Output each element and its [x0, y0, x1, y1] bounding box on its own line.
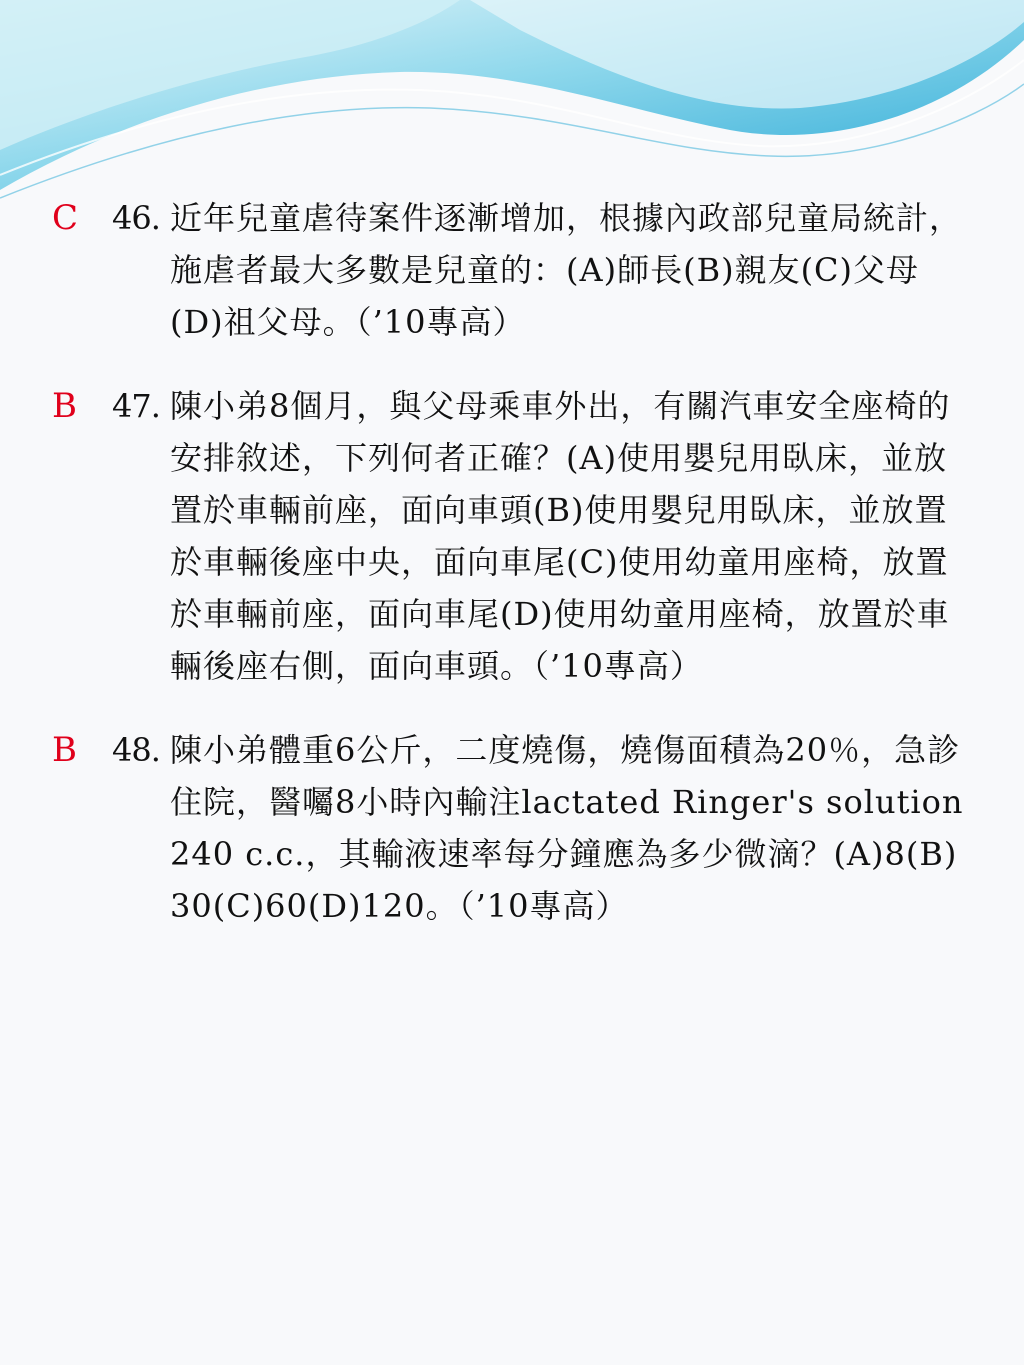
answer-key: C [52, 198, 79, 238]
question-text: 陳小弟8個月，與父母乘車外出，有關汽車安全座椅的安排敘述，下列何者正確？(A)使用嬰兒用臥床，並放置於車輛前座，面向車頭(B)使用嬰兒用臥床，並放置於車輛後座中央，面向車尾(C)使用幼童用座椅，放置於車輛前座，面向車尾(D)使用幼童用座椅，放置於車輛後座右側，面向車頭。（’10專高） [170, 387, 951, 685]
question-text: 陳小弟體重6公斤，二度燒傷，燒傷面積為20％，急診住院，醫囑8小時內輸注lactated Ringer's solution 240 c.c.，其輸液速率每分鐘應為多少微滴？(A)8(B)30(C)60(D)120。（’10專高） [170, 731, 964, 925]
question-48 [0, 724, 1024, 932]
question-number: 47. [112, 387, 160, 425]
question-text: 近年兒童虐待案件逐漸增加，根據內政部兒童局統計，施虐者最大多數是兒童的：(A)師長(B)親友(C)父母(D)祖父母。（’10專高） [170, 199, 963, 341]
answer-key: B [52, 730, 77, 770]
answer-key: B [52, 386, 77, 426]
decorative-wave-header [0, 0, 1024, 210]
question-47 [0, 380, 1024, 692]
question-number: 48. [112, 731, 160, 769]
question-46 [0, 192, 1024, 348]
question-list [0, 192, 1024, 964]
question-number: 46. [112, 199, 160, 237]
